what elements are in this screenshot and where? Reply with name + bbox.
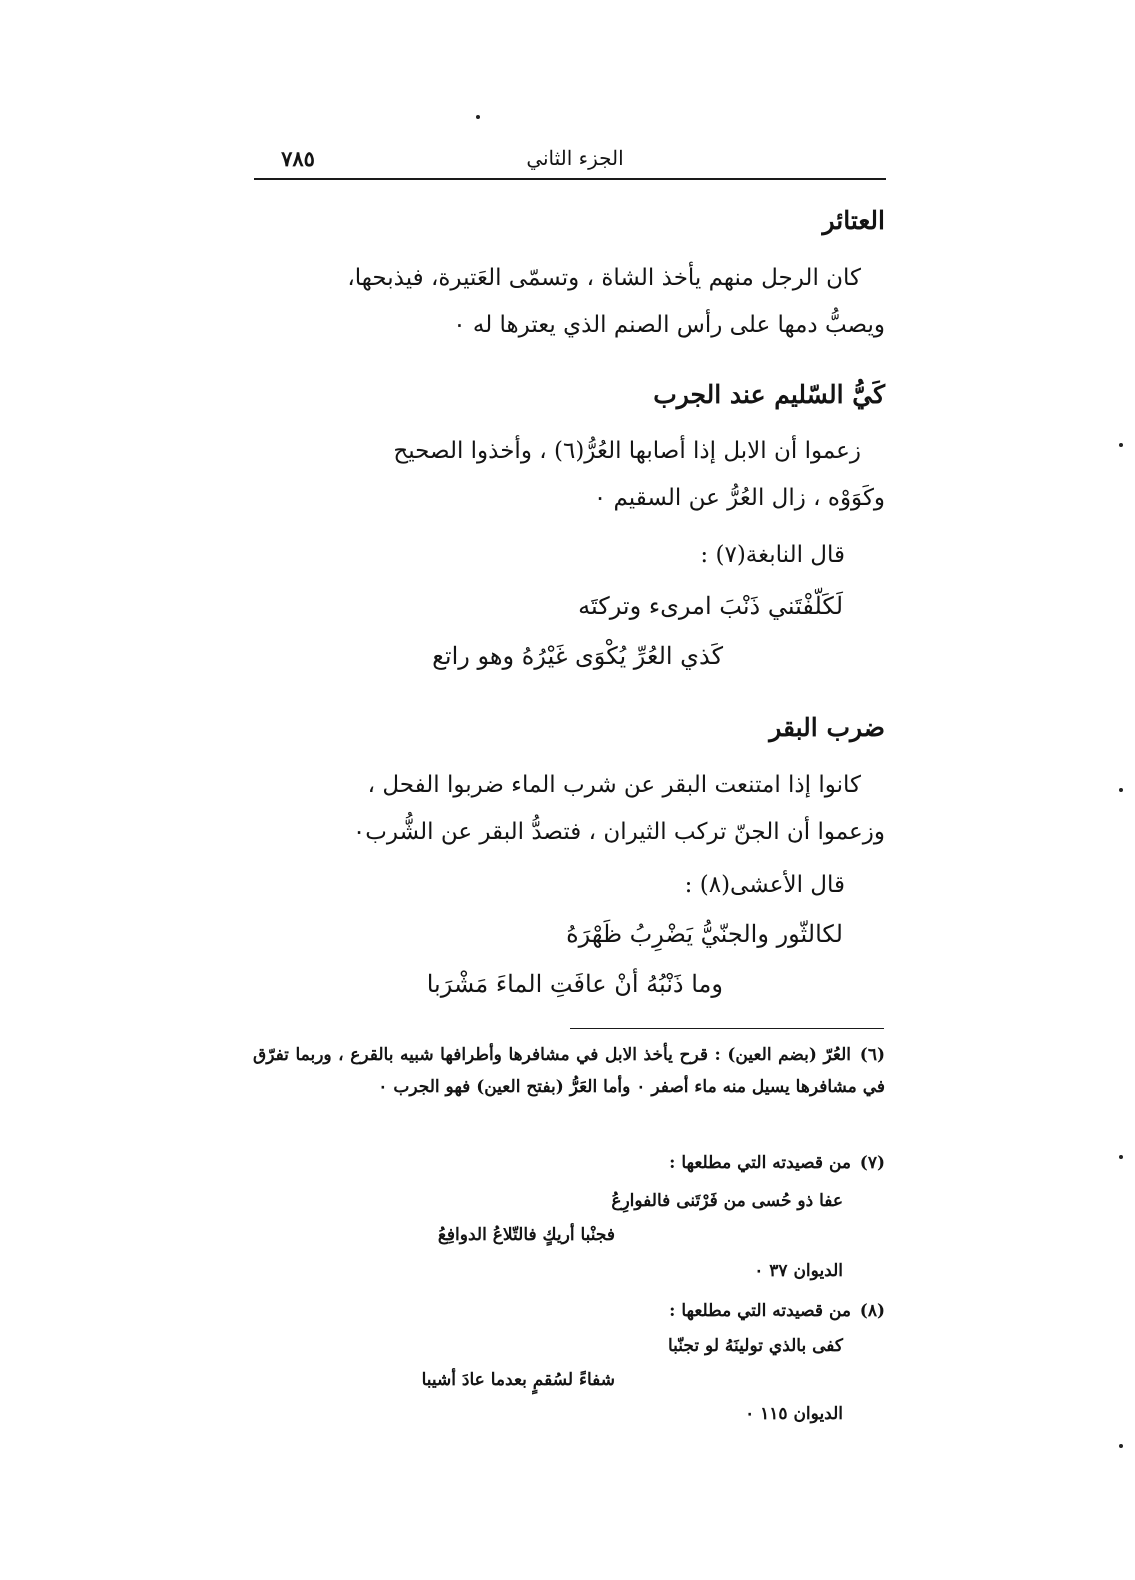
paragraph-ataer-line-1: كان الرجل منهم يأخذ الشاة ، وتسمّى العَتيرة، فيذبحها، (347, 265, 861, 291)
footnote-6-text: العُرّ (بضم العين) : قرح يأخذ الابل في مشافرها وأطرافها شبيه بالقرع ، وربما تفرّق في مشافرها يسيل منه ماء أصفر ٠ وأما العَرُّ (بفتح العين) فهو الجرب ٠ (253, 1045, 885, 1097)
footnote-6 (253, 1039, 885, 1103)
page-number: ٧٨٥ (281, 146, 315, 171)
footnote-7-verse-line-1: عفا ذو حُسى من فَرْتَنى فالفوارِعُ (611, 1191, 843, 1211)
verse-nabigha-line-1: لَكَلّفْتَني ذَنْبَ امرىء وتركتَه (578, 592, 843, 620)
scan-speck (1119, 1155, 1123, 1159)
footnote-7-head (669, 1153, 885, 1173)
footnote-8-source: الديوان ١١٥ ٠ (745, 1404, 843, 1424)
section-heading-ataer: العتائر (822, 206, 885, 235)
scan-speck (1119, 443, 1123, 447)
footnote-7-intro: من قصيدته التي مطلعها : (669, 1153, 851, 1173)
footnote-8-verse-line-2: شفاءً لسُقمٍ بعدما عادَ أشيبا (421, 1370, 615, 1390)
footnote-8-intro: من قصيدته التي مطلعها : (669, 1301, 851, 1321)
verse-intro-asha: قال الأعشى(٨) : (684, 872, 845, 898)
scan-speck (1119, 1444, 1123, 1448)
paragraph-baqar-line-2: وزعموا أن الجنّ تركب الثيران ، فتصدُّ البقر عن الشُّرب٠ (352, 819, 885, 845)
section-heading-baqar: ضرب البقر (769, 713, 885, 742)
header-rule (254, 178, 886, 180)
paragraph-ataer-line-2: ويصبُّ دمها على رأس الصنم الذي يعترها له ٠ (453, 312, 885, 338)
footnote-8-verse-line-1: كفى بالذي تولينَهُ لو تجنّبا (667, 1336, 843, 1356)
footnote-7-source: الديوان ٣٧ ٠ (754, 1261, 843, 1281)
footnote-7-number: (٧) (859, 1153, 885, 1173)
footnote-7-verse-line-2: فجنْبا أريكٍ فالتّلاعُ الدوافِعُ (437, 1225, 615, 1245)
footnote-8-head (669, 1301, 885, 1321)
footnote-rule (570, 1028, 884, 1029)
paragraph-kayy-line-2: وكَوَوْه ، زال العُرُّ عن السقيم ٠ (593, 485, 885, 511)
verse-intro-nabigha: قال النابغة(٧) : (700, 542, 845, 568)
scan-speck (1119, 788, 1123, 792)
section-heading-kayy: كَيُّ السّليم عند الجرب (653, 380, 885, 409)
scan-speck (476, 115, 480, 119)
running-header-title: الجزء الثاني (526, 146, 624, 170)
footnote-8-number: (٨) (859, 1301, 885, 1321)
verse-asha-line-1: لكالثّور والجنّيُّ يَضْرِبُ ظَهْرَهُ (566, 920, 843, 948)
paragraph-baqar-line-1: كانوا إذا امتنعت البقر عن شرب الماء ضربوا الفحل ، (367, 772, 861, 798)
footnote-6-number: (٦) (859, 1045, 885, 1065)
verse-nabigha-line-2: كَذي العُرِّ يُكْوَى غَيْرُهُ وهو راتع (432, 642, 723, 670)
verse-asha-line-2: وما ذَنْبُهُ أنْ عافَتِ الماءَ مَشْرَبا (426, 970, 723, 998)
paragraph-kayy-line-1: زعموا أن الابل إذا أصابها العُرُّ(٦) ، وأخذوا الصحيح (393, 438, 861, 464)
